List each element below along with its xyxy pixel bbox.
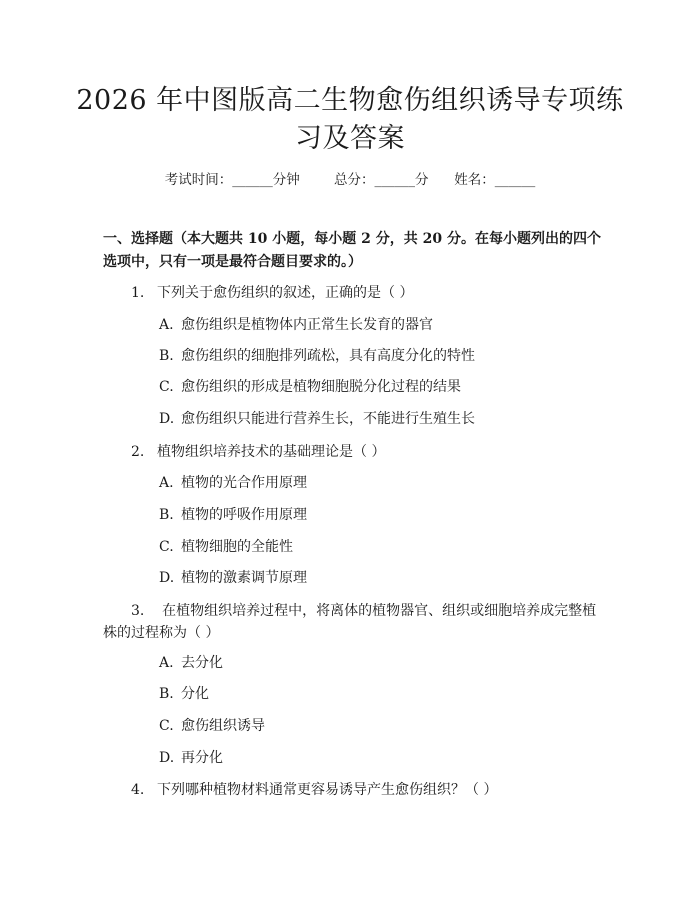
question-number: 4. — [131, 782, 145, 798]
option-label: C. — [159, 379, 174, 395]
option-2a — [159, 473, 307, 493]
question-text: 下列关于愈伤组织的叙述，正确的是（ ） — [157, 285, 414, 301]
question-number: 3. — [131, 603, 145, 619]
option-label: D. — [159, 411, 175, 427]
option-label: B. — [159, 686, 174, 702]
option-label: A. — [159, 317, 174, 333]
question-2 — [103, 441, 603, 463]
option-2d — [159, 568, 307, 588]
option-2c — [159, 537, 293, 557]
total-score-field: 总分：______分 — [334, 172, 429, 188]
option-1c — [159, 377, 461, 397]
option-label: D. — [159, 750, 175, 766]
option-3a — [159, 653, 223, 673]
option-text: 去分化 — [181, 655, 223, 671]
option-3d — [159, 748, 223, 768]
option-label: A. — [159, 475, 174, 491]
document-title — [60, 82, 640, 158]
option-text: 愈伤组织只能进行营养生长，不能进行生殖生长 — [181, 411, 475, 427]
option-text: 分化 — [181, 686, 209, 702]
option-text: 植物的光合作用原理 — [181, 475, 307, 491]
option-text: 愈伤组织是植物体内正常生长发育的器官 — [181, 317, 433, 333]
option-text: 愈伤组织的细胞排列疏松，具有高度分化的特性 — [181, 348, 475, 364]
exam-time-field: 考试时间：______分钟 — [164, 172, 300, 188]
option-1d — [159, 409, 475, 429]
option-label: D. — [159, 570, 175, 586]
option-label: C. — [159, 718, 174, 734]
option-text: 愈伤组织的形成是植物细胞脱分化过程的结果 — [181, 379, 461, 395]
question-4 — [103, 779, 603, 801]
option-3c — [159, 716, 265, 736]
question-3 — [103, 600, 603, 644]
title-line-1: 2026 年中图版高二生物愈伤组织诱导专项练 — [76, 85, 624, 116]
question-number: 1. — [131, 285, 145, 301]
option-2b — [159, 505, 307, 525]
option-text: 愈伤组织诱导 — [181, 718, 265, 734]
option-label: C. — [159, 539, 174, 555]
option-label: B. — [159, 507, 174, 523]
exam-info-line — [0, 168, 700, 188]
option-text: 植物的呼吸作用原理 — [181, 507, 307, 523]
section-heading: 一、选择题（本大题共 10 小题，每小题 2 分，共 20 分。在每小题列出的四个选项中，只有一项是最符合题目要求的。） — [103, 231, 601, 270]
question-text: 在植物组织培养过程中，将离体的植物器官、组织或细胞培养成完整植株的过程称为（ ） — [103, 603, 597, 641]
option-text: 植物细胞的全能性 — [181, 539, 293, 555]
option-label: B. — [159, 348, 174, 364]
student-name-field: 姓名：______ — [454, 172, 536, 188]
title-line-2: 习及答案 — [295, 123, 405, 154]
question-text: 植物组织培养技术的基础理论是（ ） — [157, 444, 386, 460]
question-1 — [103, 282, 603, 304]
option-text: 植物的激素调节原理 — [181, 570, 307, 586]
option-1a — [159, 315, 433, 335]
question-number: 2. — [131, 444, 145, 460]
question-text: 下列哪种植物材料通常更容易诱导产生愈伤组织？（ ） — [157, 782, 498, 798]
option-3b — [159, 684, 209, 704]
option-1b — [159, 346, 475, 366]
option-label: A. — [159, 655, 174, 671]
option-text: 再分化 — [181, 750, 223, 766]
